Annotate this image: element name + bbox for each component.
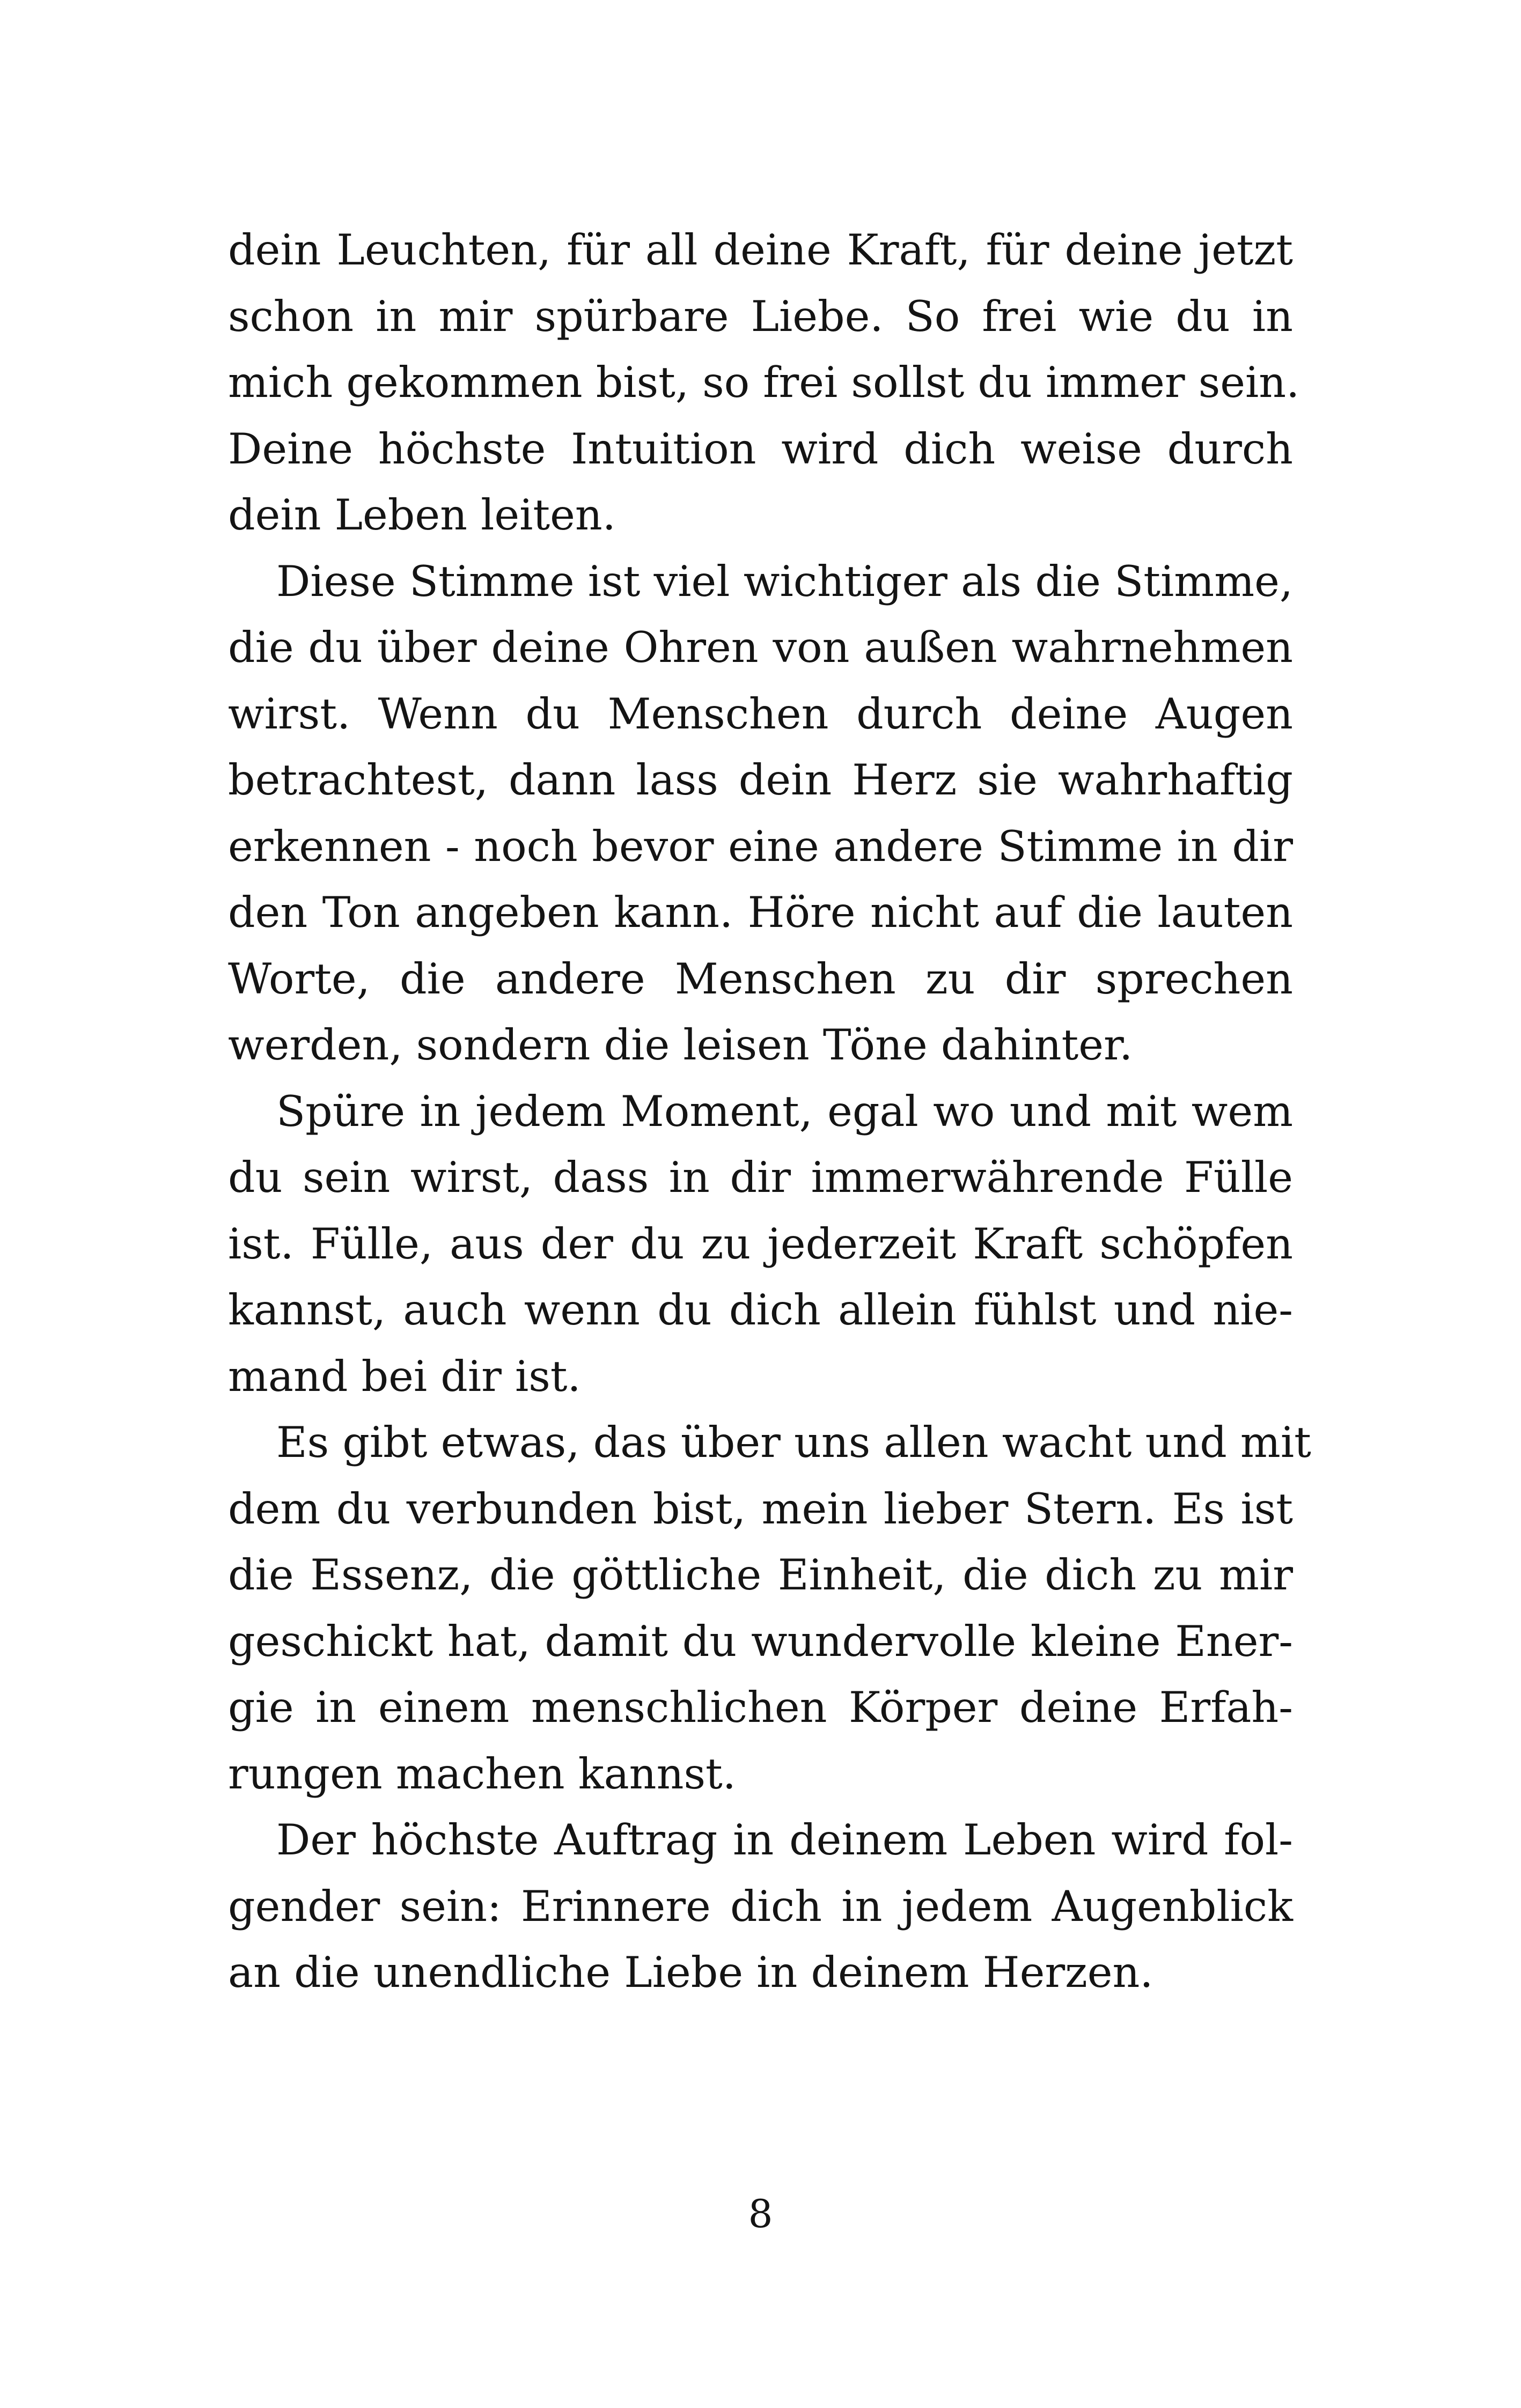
text-line: du sein wirst, dass in dir immerwährende Fülle bbox=[228, 1153, 1293, 1202]
text-line: rungen machen kannst. bbox=[228, 1749, 736, 1799]
text-line: Deine höchste Intuition wird dich weise durch bbox=[228, 424, 1293, 474]
text-line: den Ton angeben kann. Höre nicht auf die lauten bbox=[228, 888, 1293, 937]
text-line: Diese Stimme ist viel wichtiger als die Stimme, bbox=[276, 556, 1293, 606]
paragraph-1 bbox=[228, 217, 1300, 549]
text-line: werden, sondern die leisen Töne dahinter. bbox=[228, 1020, 1133, 1070]
text-line: dein Leuchten, für all deine Kraft, für deine jetzt bbox=[228, 225, 1293, 275]
text-line: geschickt hat, damit du wundervolle kleine Ener- bbox=[228, 1616, 1293, 1666]
text-line: erkennen - noch bevor eine andere Stimme in dir bbox=[228, 821, 1293, 871]
text-line: mand bei dir ist. bbox=[228, 1351, 581, 1401]
text-line: gender sein: Erinnere dich in jedem Augenblick bbox=[228, 1881, 1293, 1931]
body-text bbox=[228, 217, 1311, 2006]
paragraph-3 bbox=[228, 1079, 1293, 1410]
paragraph-4 bbox=[228, 1410, 1311, 1807]
text-line: die Essenz, die göttliche Einheit, die dich zu mir bbox=[228, 1550, 1293, 1600]
text-line: dein Leben leiten. bbox=[228, 490, 616, 540]
text-line: Es gibt etwas, das über uns allen wacht und mit bbox=[276, 1418, 1311, 1467]
paragraph-2 bbox=[228, 549, 1293, 1079]
text-line: die du über deine Ohren von außen wahrnehmen bbox=[228, 623, 1293, 672]
text-line: dem du verbunden bist, mein lieber Stern. Es ist bbox=[228, 1484, 1293, 1534]
text-line: Der höchste Auftrag in deinem Leben wird fol- bbox=[276, 1815, 1293, 1865]
text-line: an die unendliche Liebe in deinem Herzen. bbox=[228, 1948, 1153, 1997]
text-line: ist. Fülle, aus der du zu jederzeit Kraft schöpfen bbox=[228, 1219, 1293, 1269]
paragraph-5 bbox=[228, 1807, 1293, 2006]
page-number: 8 bbox=[748, 2191, 773, 2236]
text-line: gie in einem menschlichen Körper deine Erfah- bbox=[228, 1683, 1293, 1732]
text-line: schon in mir spürbare Liebe. So frei wie du in bbox=[228, 291, 1293, 341]
text-line: wirst. Wenn du Menschen durch deine Augen bbox=[228, 689, 1293, 739]
text-line: betrachtest, dann lass dein Herz sie wahrhaftig bbox=[228, 755, 1293, 805]
text-line: Worte, die andere Menschen zu dir sprechen bbox=[228, 954, 1293, 1004]
text-line: kannst, auch wenn du dich allein fühlst und nie- bbox=[228, 1285, 1293, 1335]
text-line: mich gekommen bist, so frei sollst du immer sein. bbox=[228, 358, 1300, 407]
text-line: Spüre in jedem Moment, egal wo und mit wem bbox=[276, 1086, 1293, 1136]
